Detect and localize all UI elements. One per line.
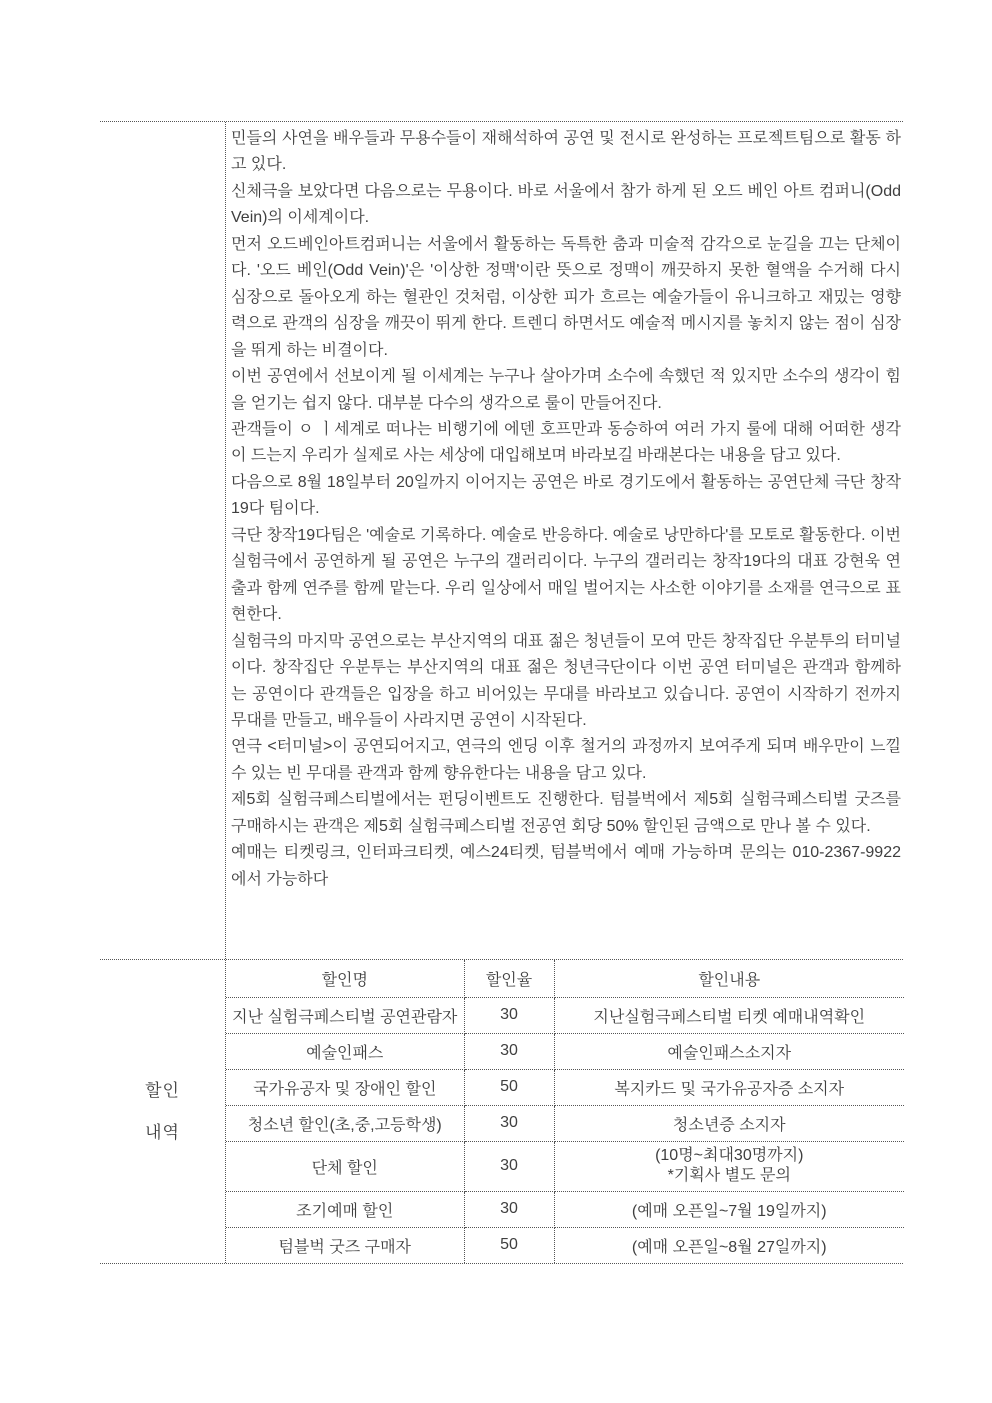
discount-detail-line: (10명~최대30명까지) (655, 1147, 804, 1164)
discount-header-row (226, 960, 904, 997)
article-paragraph: 이번 공연에서 선보이게 될 이세계는 누구나 살아가며 소수에 속했던 적 있지만 소수의 생각이 힘을 얻기는 쉽지 않다. 대부분 다수의 생각으로 룰이 만들어진다. (231, 368, 901, 412)
article-paragraph: 먼저 오드베인아트컴퍼니는 서울에서 활동하는 독특한 춤과 미술적 감각으로 눈길을 끄는 단체이다. '오드 베인(Odd Vein)'은 '이상한 정맥'이란 뜻으로 정맥이 깨끗하지 못한 혈액을 수거해 다시 심장으로 돌아오게 하는 혈관인 것처럼, 이상한 피가 흐르는 예술가들이 유니크하고 재밌는 영향력으로 관객의 심장을 깨끗이 뛰게 한다. 트렌디 하면서도 예술적 메시지를 놓치지 않는 점이 심장을 뛰게 하는 비결이다. (231, 235, 901, 359)
article-paragraph: 극단 창작19다팀은 '예술로 기록하다. 예술로 반응하다. 예술로 낭만하다'를 모토로 활동한다. 이번 실험극에서 공연하게 될 공연은 누구의 갤러리이다. 누구의 갤러리는 창작19다의 대표 강현욱 연출과 함께 연주를 함께 맡는다. 우리 일상에서 매일 벌어지는 사소한 이야기를 소재를 연극으로 표현한다. (231, 526, 901, 624)
article-paragraph: 민들의 사연을 배우들과 무용수들이 재해석하여 공연 및 전시로 완성하는 프로젝트팀으로 활동 하고 있다. (231, 130, 901, 174)
discount-rate: 50 (464, 1069, 554, 1105)
discount-rate: 30 (464, 1141, 554, 1191)
discount-rate: 30 (464, 997, 554, 1033)
discount-name: 예술인패스 (226, 1033, 464, 1069)
column-header-rate: 할인율 (464, 960, 554, 997)
discount-table-row (226, 997, 904, 1033)
article-paragraph: 신체극을 보았다면 다음으로는 무용이다. 바로 서울에서 참가 하게 된 오드 베인 아트 컴퍼니(Odd Vein)의 이세계이다. (231, 182, 901, 227)
discount-detail: 지난실험극페스티벌 티켓 예매내역확인 (554, 997, 904, 1033)
discount-detail: 예술인패스소지자 (554, 1033, 904, 1069)
discount-name: 조기예매 할인 (226, 1191, 464, 1227)
column-header-name: 할인명 (226, 960, 464, 997)
discount-rate: 30 (464, 1191, 554, 1227)
discount-detail (554, 1141, 904, 1191)
discount-name: 텀블벅 굿즈 구매자 (226, 1227, 464, 1263)
discount-table-cell (226, 960, 903, 1263)
article-paragraph: 다음으로 8월 18일부터 20일까지 이어지는 공연은 바로 경기도에서 활동하는 공연단체 극단 창작19다 팀이다. (231, 473, 901, 518)
discount-label-line: 내역 (145, 1122, 180, 1142)
article-paragraph: 실험극의 마지막 공연으로는 부산지역의 대표 젊은 청년들이 모여 만든 창작집단 우분투의 터미널이다. 창작집단 우분투는 부산지역의 대표 젊은 청년극단이다 이번 공연 터미널은 관객과 함께하는 공연이다 관객들은 입장을 하고 비어있는 무대를 바라보고 있습니다. 공연이 시작하기 전까지 무대를 만들고, 배우들이 사라지면 공연이 시작된다. (231, 632, 901, 729)
discount-table-row (226, 1069, 904, 1105)
discount-table-row (226, 1227, 904, 1263)
discount-detail: (예매 오픈일~8월 27일까지) (631, 1238, 827, 1256)
discount-name: 지난 실험극페스티벌 공연관람자 (226, 997, 464, 1033)
article-row (100, 122, 903, 959)
discount-section-row (100, 959, 903, 1263)
discount-detail: 청소년증 소지자 (554, 1105, 904, 1141)
discount-rate: 30 (464, 1033, 554, 1069)
article-paragraph: 제5회 실험극페스티벌에서는 펀딩이벤트도 진행한다. 텀블벅에서 제5회 실험극페스티벌 굿즈를 구매하시는 관객은 제5회 실험극페스티벌 전공연 회당 50% 할인된 금액으로 만나 볼 수 있다. (231, 791, 901, 835)
discount-table-row (226, 1105, 904, 1141)
discount-name: 청소년 할인(초,중,고등학생) (226, 1105, 464, 1141)
discount-detail: 복지카드 및 국가유공자증 소지자 (554, 1069, 904, 1105)
column-header-detail: 할인내용 (554, 960, 904, 997)
discount-rate: 30 (464, 1105, 554, 1141)
discount-row-label (100, 960, 226, 1263)
discount-table-row (226, 1191, 904, 1227)
discount-table-row (226, 1033, 904, 1069)
discount-detail-line: *기획사 별도 문의 (667, 1167, 791, 1184)
article-paragraph: 관객들이 ㅇ ㅣ세계로 떠나는 비행기에 에덴 호프만과 동승하여 여러 가지 룰에 대해 어떠한 생각이 드는지 우리가 실제로 사는 세상에 대입해보며 바라보길 바래본다는 내용을 담고 있다. (231, 420, 901, 465)
discount-name: 국가유공자 및 장애인 할인 (226, 1069, 464, 1105)
article-paragraph: 연극 <터미널>이 공연되어지고, 연극의 엔딩 이후 철거의 과정까지 보여주게 되며 배우만이 느낄 수 있는 빈 무대를 관객과 함께 향유한다는 내용을 담고 있다. (231, 738, 901, 782)
discount-detail: (예매 오픈일~7월 19일까지) (554, 1191, 904, 1227)
discount-rate: 50 (464, 1227, 554, 1263)
document-outer-table (100, 121, 903, 1264)
article-left-spacer-cell (100, 122, 226, 959)
discount-table (226, 960, 904, 1263)
discount-table-row (226, 1141, 904, 1191)
discount-label-line: 할인 (145, 1080, 180, 1100)
article-text-cell (226, 122, 903, 959)
discount-name: 단체 할인 (226, 1141, 464, 1191)
article-paragraph: 예매는 티켓링크, 인터파크티켓, 예스24티켓, 텀블벅에서 예매 가능하며 문의는 010-2367-9922 에서 가능하다 (231, 844, 901, 888)
